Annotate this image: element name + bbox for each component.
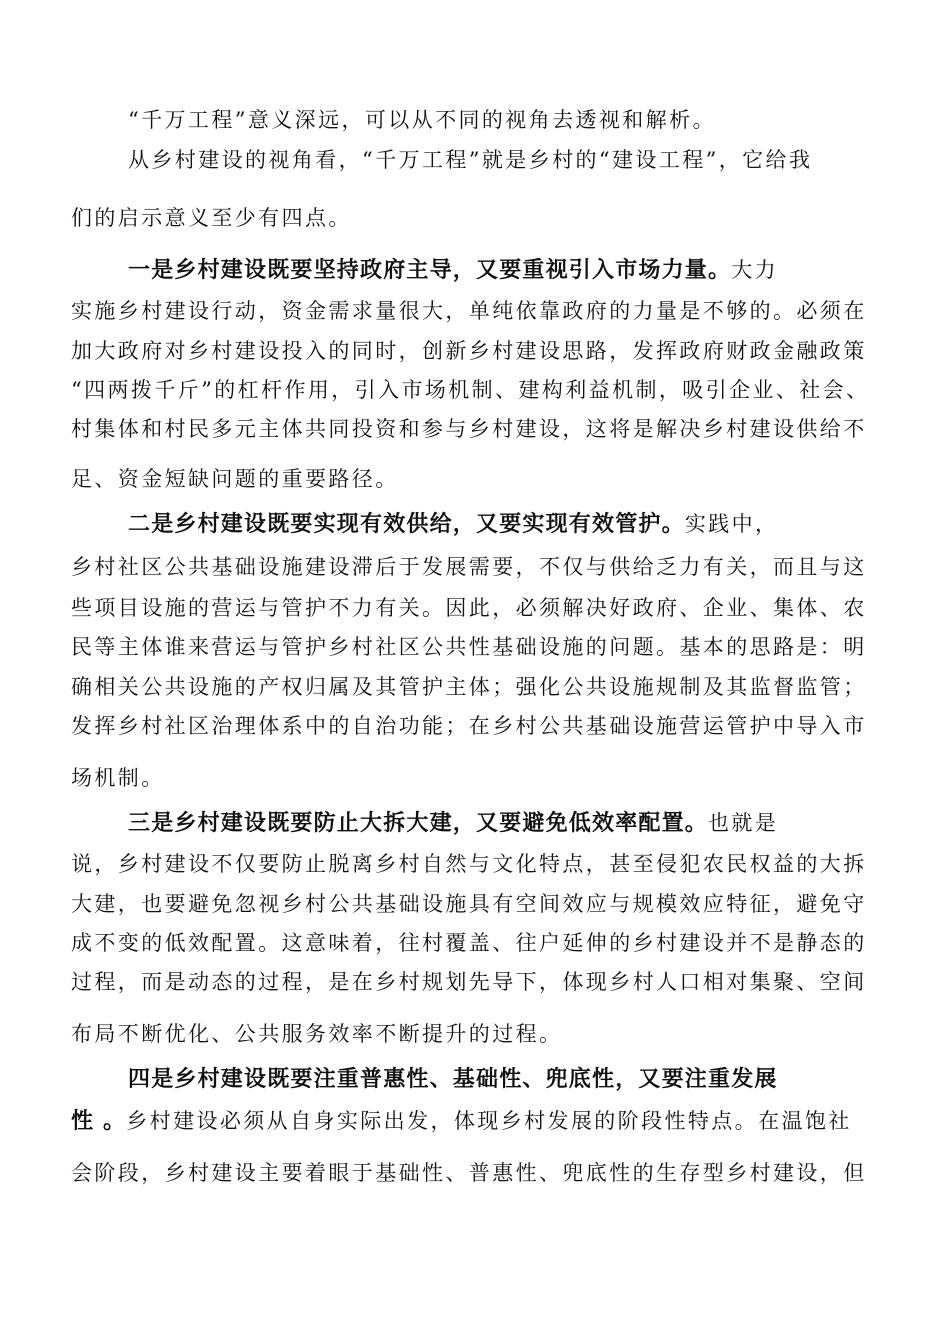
intro-line-2: 从乡村建设的视角看，“千万工程”就是乡村的“建设工程”，它给我: [128, 148, 813, 172]
point3-line-6: 布局不断优化、公共服务效率不断提升的过程。: [71, 1022, 563, 1046]
point3-first-line: [128, 809, 778, 837]
point2-heading: 二是乡村建设既要实现有效供给，又要实现有效管护。: [128, 511, 685, 537]
point4-text: 乡村建设必须从自身实际出发，体现乡村发展的阶段性特点。在温饱社: [126, 1109, 852, 1133]
point2-line-4: 民等主体谁来营运与管护乡村社区公共性基础设施的问题。基本的思路是：明: [71, 635, 867, 659]
point1-line-4: “四两拨千斤”的杠杆作用，引入市场机制、建构利益机制，吸引企业、社会、: [71, 378, 870, 402]
point4-line-3: 会阶段，乡村建设主要着眼于基础性、普惠性、兜底性的生存型乡村建设，但: [71, 1161, 867, 1185]
intro-line-3: 们的启示意义至少有四点。: [71, 206, 352, 230]
point3-heading: 三是乡村建设既要防止大拆大建，又要避免低效率配置。: [128, 810, 709, 836]
point2-line-6: 发挥乡村社区治理体系中的自治功能；在乡村公共基础设施营运管护中导入市: [71, 714, 867, 738]
point1-line-5: 村集体和村民多元主体共同投资和参与乡村建设，这将是解决乡村建设供给不: [71, 417, 867, 441]
point3-line-2: 说，乡村建设不仅要防止脱离乡村自然与文化特点，甚至侵犯农民权益的大拆: [71, 852, 867, 876]
point2-line-5: 确相关公共设施的产权归属及其管护主体；强化公共设施规制及其监督监管；: [71, 675, 867, 699]
point2-text: 实践中，: [684, 512, 779, 536]
point4-heading: 四是乡村建设既要注重普惠性、基础性、兜底性，又要注重发展: [128, 1066, 778, 1092]
point3-line-5: 过程，而是动态的过程，是在乡村规划先导下，体现乡村人口相对集聚、空间: [71, 970, 867, 994]
point1-heading: 一是乡村建设既要坚持政府主导，又要重视引入市场力量。: [128, 257, 732, 283]
point4-first-line: [128, 1065, 778, 1093]
point1-line-6: 足、资金短缺问题的重要路径。: [71, 467, 399, 491]
point1-line-2: 实施乡村建设行动，资金需求量很大，单纯依靠政府的力量是不够的。必须在: [71, 299, 867, 323]
point2-line-2: 乡村社区公共基础设施建设滞后于发展需要，不仅与供给乏力有关，而且与这: [71, 555, 867, 579]
point1-line-3: 加大政府对乡村建设投入的同时，创新乡村建设思路，发挥政府财政金融政策: [71, 339, 867, 363]
point4-line-2: [71, 1107, 852, 1135]
point3-line-4: 成不变的低效配置。这意味着，往村覆盖、往户延伸的乡村建设并不是静态的: [71, 931, 867, 955]
point4-heading-cont: 性 。: [71, 1108, 127, 1134]
point1-first-line: [128, 256, 778, 284]
point1-text: 大力: [731, 258, 779, 282]
intro-line-1: “千万工程”意义深远，可以从不同的视角去透视和解析。: [128, 108, 716, 132]
point2-line-7: 场机制。: [71, 766, 165, 790]
point2-first-line: [128, 510, 778, 538]
point3-text: 也就是: [708, 811, 779, 835]
point3-line-3: 大建，也要避免忽视乡村公共基础设施具有空间效应与规模效应特征，避免守: [71, 892, 867, 916]
point2-line-3: 些项目设施的营运与管护不力有关。因此，必须解决好政府、企业、集体、农: [71, 596, 867, 620]
